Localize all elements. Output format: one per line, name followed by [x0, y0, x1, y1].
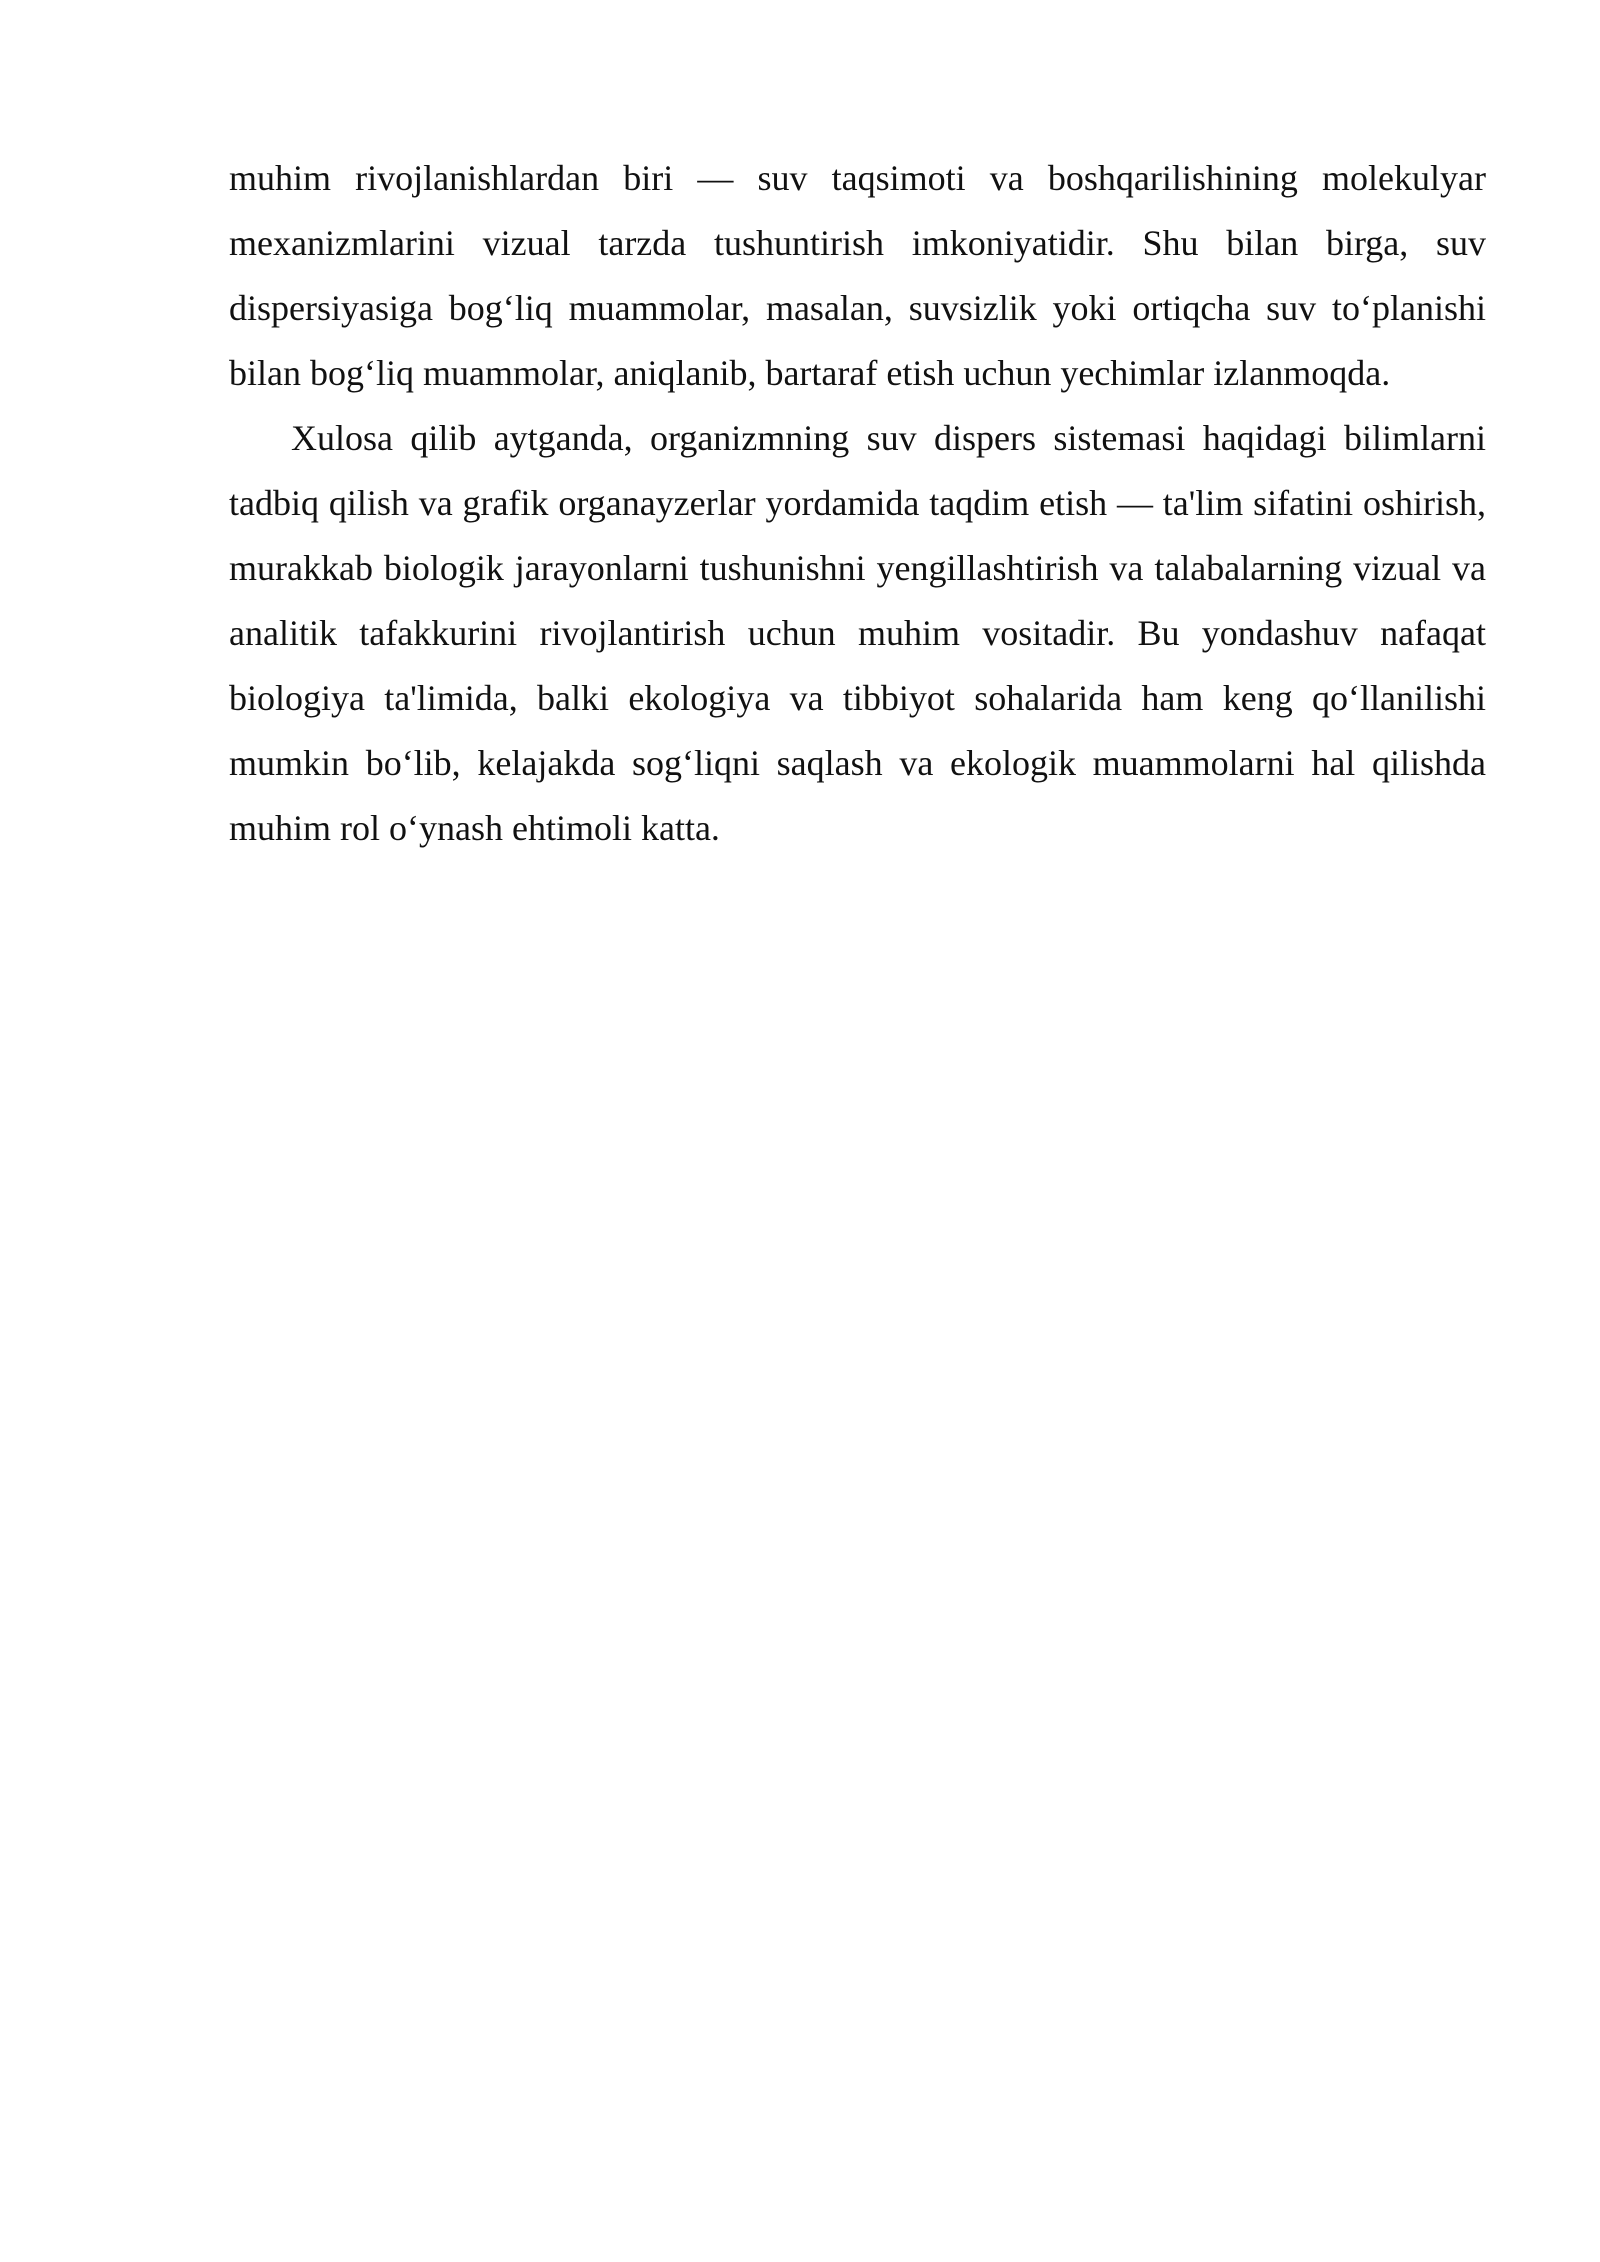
- body-text: [229, 146, 1486, 861]
- paragraph-conclusion: Xulosa qilib aytganda, organizmning suv dispers sistemasi haqidagi bilimlarni tadbiq qilish va grafik organayzerlar yordamida taqdim etish — ta'lim sifatini oshirish, murakkab biologik jarayonlarni tushunishni yengillashtirish va talabalarning vizual va analitik tafakkurini rivojlantirish uchun muhim vositadir. Bu yondashuv nafaqat biologiya ta'limida, balki ekologiya va tibbiyot sohalarida ham keng qo‘llanilishi mumkin bo‘lib, kelajakda sog‘liqni saqlash va ekologik muammolarni hal qilishda muhim rol o‘ynash ehtimoli katta.: [229, 418, 1486, 848]
- paragraph-continued: muhim rivojlanishlardan biri — suv taqsimoti va boshqarilishining molekulyar mexanizmlarini vizual tarzda tushuntirish imkoniyatidir. Shu bilan birga, suv dispersiyasiga bog‘liq muammolar, masalan, suvsizlik yoki ortiqcha suv to‘planishi bilan bog‘liq muammolar, aniqlanib, bartaraf etish uchun yechimlar izlanmoqda.: [229, 158, 1486, 393]
